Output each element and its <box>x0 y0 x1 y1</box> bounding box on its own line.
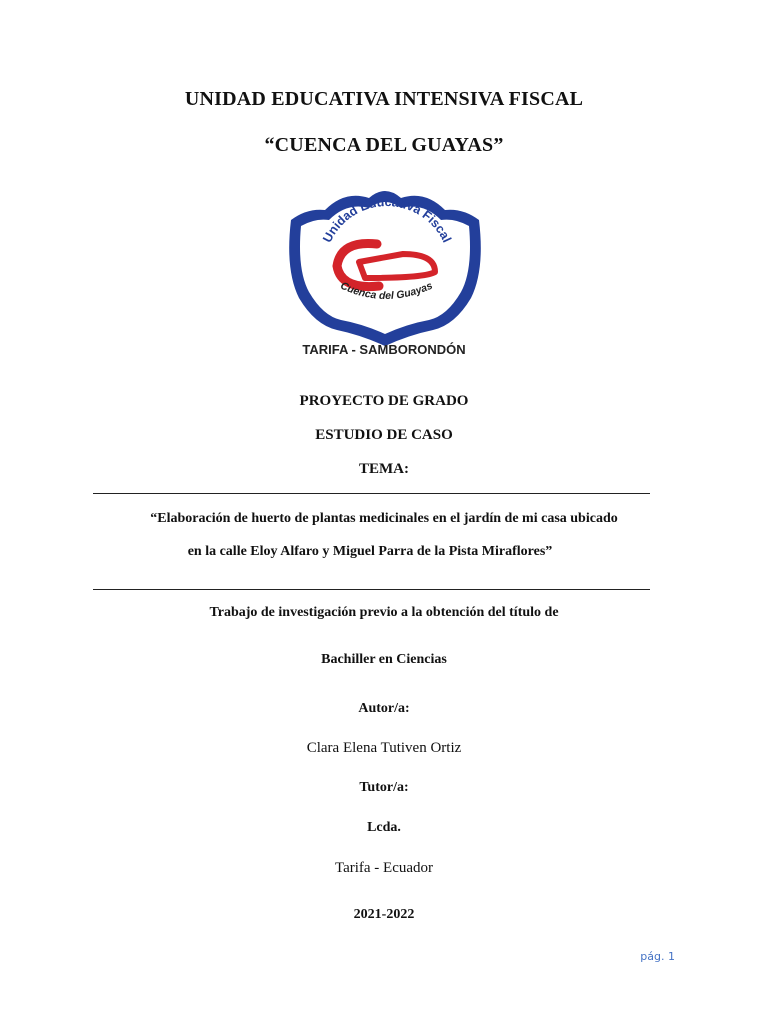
author-name: Clara Elena Tutiven Ortiz <box>306 740 462 756</box>
author-label: Autor/a: <box>358 701 410 716</box>
page-number: pág. 1 <box>640 950 675 963</box>
divider-top <box>93 493 650 494</box>
degree-title: Bachiller en Ciencias <box>321 652 447 667</box>
tutor-label: Tutor/a: <box>359 780 409 795</box>
project-subtype: ESTUDIO DE CASO <box>315 427 453 443</box>
academic-years: 2021-2022 <box>353 907 415 922</box>
tutor-name: Lcda. <box>367 820 401 835</box>
divider-bottom <box>93 589 650 590</box>
topic-line-1: “Elaboración de huerto de plantas medicinales en el jardín de mi casa ubicado <box>150 511 618 526</box>
logo-caption: TARIFA - SAMBORONDÓN <box>302 342 466 357</box>
location: Tarifa - Ecuador <box>334 860 434 876</box>
logo-arc-text: Unidad Educativa Fiscal <box>320 194 454 245</box>
tema-label: TEMA: <box>359 461 409 477</box>
work-description: Trabajo de investigación previo a la obtención del título de <box>209 605 559 620</box>
institution-name: “CUENCA DEL GUAYAS” <box>264 134 504 156</box>
school-logo <box>285 180 485 360</box>
project-type: PROYECTO DE GRADO <box>299 393 469 409</box>
school-shield-emblem <box>285 180 485 360</box>
institution-title: UNIDAD EDUCATIVA INTENSIVA FISCAL <box>184 88 584 110</box>
logo-inner-text: Cuenca del Guayas <box>338 279 435 303</box>
topic-line-2: en la calle Eloy Alfaro y Miguel Parra de la Pista Miraflores” <box>187 544 553 559</box>
